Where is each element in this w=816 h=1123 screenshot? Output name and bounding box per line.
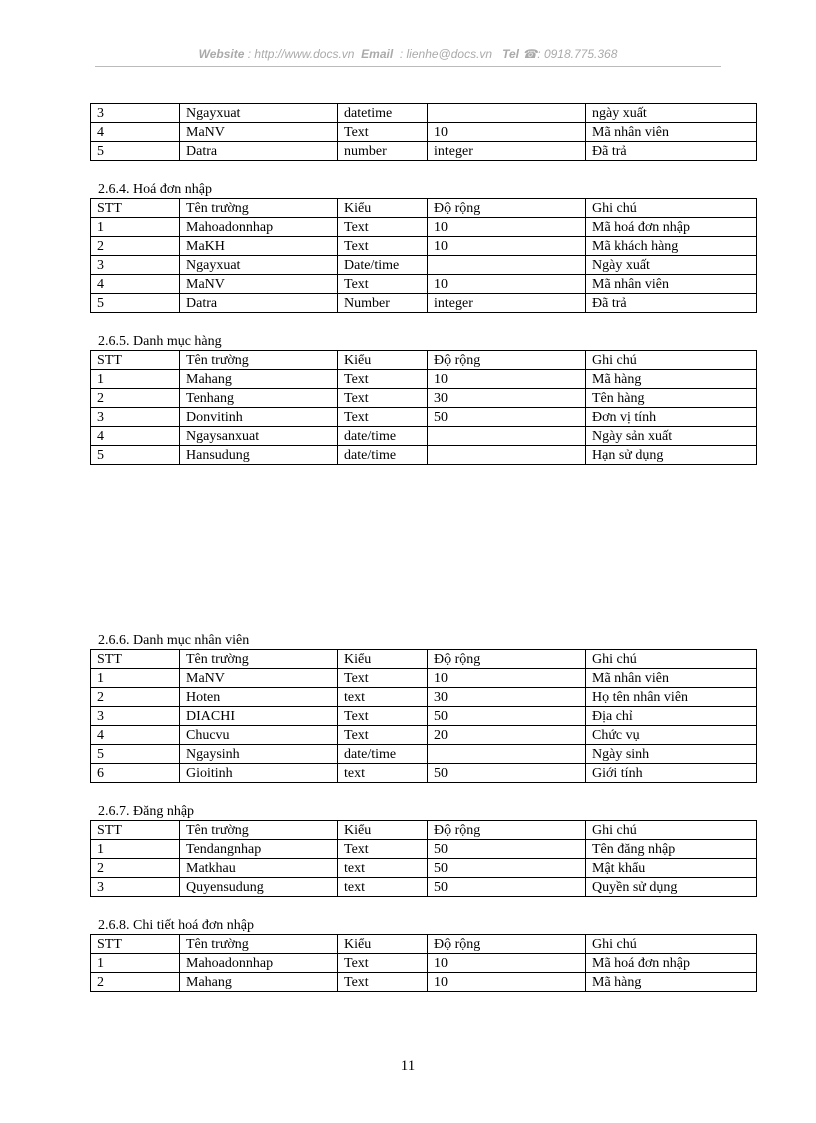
- table-row: [91, 237, 757, 256]
- table-cell: 10: [428, 973, 586, 992]
- table-cell: 1: [91, 218, 180, 237]
- table-row: [91, 142, 757, 161]
- table-cell: 50: [428, 764, 586, 783]
- table-cell: text: [338, 859, 428, 878]
- table-cell: Chức vụ: [586, 726, 757, 745]
- table-cell: [428, 745, 586, 764]
- table-cell: 3: [91, 878, 180, 897]
- field-table: [90, 649, 757, 783]
- table-cell: DIACHI: [180, 707, 338, 726]
- field-table: [90, 103, 757, 161]
- table-cell: date/time: [338, 745, 428, 764]
- table-cell: integer: [428, 294, 586, 313]
- table-row: [91, 726, 757, 745]
- table-cell: 2: [91, 688, 180, 707]
- table-cell: MaNV: [180, 275, 338, 294]
- table-row: [91, 878, 757, 897]
- table-cell: Mã nhân viên: [586, 123, 757, 142]
- header-divider: [95, 66, 721, 67]
- table-cell: STT: [91, 351, 180, 370]
- table-cell: Kiểu: [338, 351, 428, 370]
- table-cell: 50: [428, 707, 586, 726]
- table-cell: 5: [91, 142, 180, 161]
- table-row: [91, 973, 757, 992]
- table-cell: Text: [338, 840, 428, 859]
- table-cell: 50: [428, 878, 586, 897]
- table-cell: 10: [428, 275, 586, 294]
- table-cell: Number: [338, 294, 428, 313]
- table-cell: [428, 104, 586, 123]
- table-cell: 30: [428, 389, 586, 408]
- table-cell: Ngày xuất: [586, 256, 757, 275]
- table-cell: text: [338, 764, 428, 783]
- table-cell: Chucvu: [180, 726, 338, 745]
- table-cell: Mahang: [180, 973, 338, 992]
- table-cell: 1: [91, 370, 180, 389]
- table-cell: date/time: [338, 427, 428, 446]
- table-cell: Mã hoá đơn nhập: [586, 954, 757, 973]
- table-cell: Mã nhân viên: [586, 275, 757, 294]
- table-cell: Mã nhân viên: [586, 669, 757, 688]
- table-cell: STT: [91, 821, 180, 840]
- table-header-row: [91, 351, 757, 370]
- table-cell: 10: [428, 669, 586, 688]
- table-cell: Ghi chú: [586, 935, 757, 954]
- table-cell: 50: [428, 859, 586, 878]
- table-cell: Ngaysanxuat: [180, 427, 338, 446]
- page-number: 11: [400, 1058, 416, 1074]
- table-cell: Mật khẩu: [586, 859, 757, 878]
- table-cell: 4: [91, 123, 180, 142]
- table-cell: Địa chỉ: [586, 707, 757, 726]
- table-cell: Hạn sử dụng: [586, 446, 757, 465]
- table-cell: 20: [428, 726, 586, 745]
- table-cell: Text: [338, 954, 428, 973]
- table-row: [91, 389, 757, 408]
- table-cell: STT: [91, 650, 180, 669]
- table-row: [91, 370, 757, 389]
- table-cell: Tenhang: [180, 389, 338, 408]
- table-cell: Text: [338, 370, 428, 389]
- table-cell: MaNV: [180, 123, 338, 142]
- table-cell: Ghi chú: [586, 199, 757, 218]
- table-cell: Date/time: [338, 256, 428, 275]
- table-cell: Text: [338, 973, 428, 992]
- table-cell: Ngayxuat: [180, 256, 338, 275]
- table-cell: Ghi chú: [586, 650, 757, 669]
- table-cell: 4: [91, 427, 180, 446]
- table-cell: Mahang: [180, 370, 338, 389]
- table-row: [91, 840, 757, 859]
- table-cell: Ngayxuat: [180, 104, 338, 123]
- table-row: [91, 707, 757, 726]
- table-caption: 2.6.6. Danh mục nhân viên: [98, 633, 250, 648]
- table-cell: MaNV: [180, 669, 338, 688]
- table-cell: Text: [338, 389, 428, 408]
- table-cell: Mã hàng: [586, 973, 757, 992]
- table-cell: Gioitinh: [180, 764, 338, 783]
- table-row: [91, 859, 757, 878]
- table-cell: Text: [338, 726, 428, 745]
- table-cell: Đã trả: [586, 294, 757, 313]
- table-cell: ngày xuất: [586, 104, 757, 123]
- table-cell: Tên trường: [180, 650, 338, 669]
- table-cell: Họ tên nhân viên: [586, 688, 757, 707]
- table-row: [91, 688, 757, 707]
- table-header-row: [91, 650, 757, 669]
- table-cell: 4: [91, 726, 180, 745]
- table-cell: Tên trường: [180, 821, 338, 840]
- table-cell: Tên trường: [180, 935, 338, 954]
- table-cell: Tên trường: [180, 199, 338, 218]
- table-row: [91, 427, 757, 446]
- table-cell: [428, 446, 586, 465]
- table-cell: date/time: [338, 446, 428, 465]
- website-value: : http://www.docs.vn: [247, 47, 355, 61]
- table-caption: 2.6.4. Hoá đơn nhập: [98, 182, 212, 197]
- table-cell: integer: [428, 142, 586, 161]
- table-cell: Text: [338, 218, 428, 237]
- table-cell: datetime: [338, 104, 428, 123]
- table-cell: 3: [91, 408, 180, 427]
- table-cell: Kiểu: [338, 199, 428, 218]
- table-cell: Ngaysinh: [180, 745, 338, 764]
- table-cell: Quyền sử dụng: [586, 878, 757, 897]
- table-cell: 5: [91, 294, 180, 313]
- table-row: [91, 123, 757, 142]
- table-cell: Text: [338, 669, 428, 688]
- table-cell: STT: [91, 199, 180, 218]
- table-cell: 2: [91, 859, 180, 878]
- table-cell: MaKH: [180, 237, 338, 256]
- table-cell: Ngày sinh: [586, 745, 757, 764]
- field-table: [90, 198, 757, 313]
- table-cell: Ghi chú: [586, 351, 757, 370]
- table-cell: Hoten: [180, 688, 338, 707]
- email-label: Email: [361, 47, 394, 61]
- table-cell: Text: [338, 707, 428, 726]
- table-cell: Đã trả: [586, 142, 757, 161]
- table-cell: 10: [428, 218, 586, 237]
- table-row: [91, 218, 757, 237]
- field-table: [90, 820, 757, 897]
- table-row: [91, 954, 757, 973]
- table-cell: [428, 256, 586, 275]
- table-row: [91, 256, 757, 275]
- table-cell: Matkhau: [180, 859, 338, 878]
- table-cell: Độ rộng: [428, 650, 586, 669]
- table-cell: Datra: [180, 142, 338, 161]
- table-cell: 10: [428, 237, 586, 256]
- table-header-row: [91, 199, 757, 218]
- table-cell: Mahoadonnhap: [180, 954, 338, 973]
- table-row: [91, 275, 757, 294]
- field-table: [90, 350, 757, 465]
- table-cell: 10: [428, 370, 586, 389]
- table-cell: Mã khách hàng: [586, 237, 757, 256]
- table-cell: Tên hàng: [586, 389, 757, 408]
- table-cell: Độ rộng: [428, 351, 586, 370]
- table-row: [91, 446, 757, 465]
- table-cell: STT: [91, 935, 180, 954]
- table-cell: Độ rộng: [428, 821, 586, 840]
- table-cell: Text: [338, 123, 428, 142]
- table-row: [91, 745, 757, 764]
- table-cell: Độ rộng: [428, 935, 586, 954]
- table-caption: 2.6.5. Danh mục hàng: [98, 334, 222, 349]
- table-cell: 4: [91, 275, 180, 294]
- table-caption: 2.6.8. Chi tiết hoá đơn nhập: [98, 918, 254, 933]
- table-cell: 3: [91, 707, 180, 726]
- table-cell: text: [338, 878, 428, 897]
- table-cell: Kiểu: [338, 821, 428, 840]
- table-cell: 50: [428, 840, 586, 859]
- table-header-row: [91, 935, 757, 954]
- table-row: [91, 669, 757, 688]
- table-cell: Donvitinh: [180, 408, 338, 427]
- table-cell: Mahoadonnhap: [180, 218, 338, 237]
- table-cell: 3: [91, 256, 180, 275]
- table-cell: 6: [91, 764, 180, 783]
- table-cell: Đơn vị tính: [586, 408, 757, 427]
- table-cell: Quyensudung: [180, 878, 338, 897]
- tel-value: ☎: 0918.775.368: [522, 47, 618, 61]
- table-cell: 10: [428, 954, 586, 973]
- table-cell: text: [338, 688, 428, 707]
- table-cell: Mã hàng: [586, 370, 757, 389]
- table-cell: Kiểu: [338, 935, 428, 954]
- table-cell: Text: [338, 408, 428, 427]
- table-cell: 50: [428, 408, 586, 427]
- table-cell: 1: [91, 954, 180, 973]
- table-cell: Ngày sản xuất: [586, 427, 757, 446]
- table-cell: 2: [91, 973, 180, 992]
- email-value: : lienhe@docs.vn: [399, 47, 493, 61]
- table-cell: 1: [91, 840, 180, 859]
- table-row: [91, 764, 757, 783]
- table-header-row: [91, 821, 757, 840]
- website-label: Website: [198, 47, 245, 61]
- field-table: [90, 934, 757, 992]
- table-row: [91, 104, 757, 123]
- table-cell: Ghi chú: [586, 821, 757, 840]
- table-cell: 2: [91, 389, 180, 408]
- table-cell: 3: [91, 104, 180, 123]
- table-cell: Hansudung: [180, 446, 338, 465]
- table-cell: [428, 427, 586, 446]
- table-cell: Giới tính: [586, 764, 757, 783]
- table-cell: 5: [91, 446, 180, 465]
- table-cell: 5: [91, 745, 180, 764]
- table-cell: Text: [338, 237, 428, 256]
- table-cell: Tên đăng nhập: [586, 840, 757, 859]
- table-cell: number: [338, 142, 428, 161]
- table-cell: 30: [428, 688, 586, 707]
- table-cell: Datra: [180, 294, 338, 313]
- table-cell: Mã hoá đơn nhập: [586, 218, 757, 237]
- table-cell: Tên trường: [180, 351, 338, 370]
- table-cell: Kiểu: [338, 650, 428, 669]
- table-cell: Tendangnhap: [180, 840, 338, 859]
- page-header: [95, 47, 721, 65]
- table-cell: 10: [428, 123, 586, 142]
- tel-label: Tel: [502, 47, 519, 61]
- table-cell: Độ rộng: [428, 199, 586, 218]
- table-cell: Text: [338, 275, 428, 294]
- table-row: [91, 294, 757, 313]
- table-cell: 2: [91, 237, 180, 256]
- table-caption: 2.6.7. Đăng nhập: [98, 804, 195, 819]
- table-cell: 1: [91, 669, 180, 688]
- table-row: [91, 408, 757, 427]
